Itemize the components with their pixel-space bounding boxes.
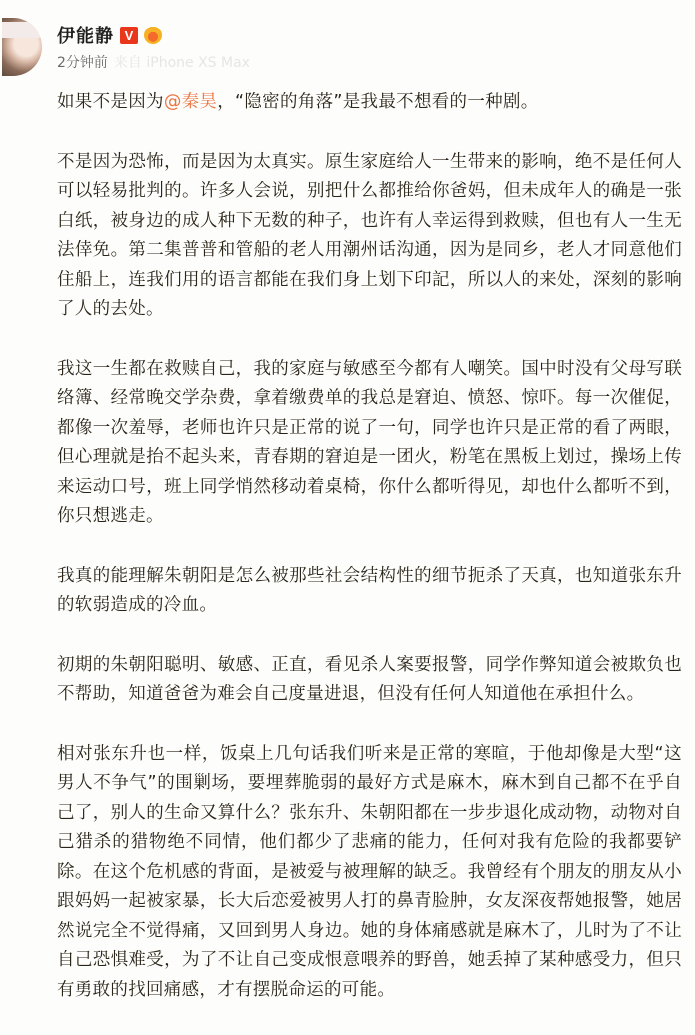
post-paragraph: 我真的能理解朱朝阳是怎么被那些社会结构性的细节扼杀了天真，也知道张东升的软弱造成的冷血。	[57, 565, 682, 615]
mention-link[interactable]: @秦昊	[163, 92, 218, 112]
author-name[interactable]: 伊能静	[57, 26, 114, 47]
post-meta	[57, 52, 250, 72]
post-source: 来自 iPhone XS Max	[113, 55, 250, 71]
timestamp: 2分钟前	[57, 55, 108, 71]
intro-text-after: ，“隐密的角落”是我最不想看的一种剧。	[217, 92, 539, 112]
post-paragraph: 初期的朱朝阳聪明、敏感、正直，看见杀人案要报警，同学作弊知道会被欺负也不帮助，知道爸爸为难会自己度量进退，但没有任何人知道他在承担什么。	[57, 654, 682, 704]
post-header	[0, 12, 695, 82]
post-paragraph: 不是因为恐怖，而是因为太真实。原生家庭给人一生带来的影响，绝不是任何人可以轻易批判的。许多人会说，别把什么都推给你爸妈，但未成年人的确是一张白纸，被身边的成人种下无数的种子，也许有人幸运得到救赎，但也有人一生无法倖免。第二集普普和管船的老人用潮州话沟通，因为是同乡，老人才同意他们住船上，连我们用的语言都能在我们身上划下印記，所以人的来处，深刻的影响了人的去处。	[57, 151, 682, 319]
intro-text-before: 如果不是因为	[57, 92, 164, 112]
avatar-cap-shape	[2, 22, 42, 38]
author-row	[57, 22, 162, 48]
verified-v-icon: V	[120, 27, 138, 44]
fan-medal-icon[interactable]	[144, 26, 162, 44]
post-intro	[57, 88, 682, 118]
post-paragraph: 相对张东升也一样，饭桌上几句话我们听来是正常的寒暄，于他却像是大型“这男人不争气”的围剿场，要埋葬脆弱的最好方式是麻木，麻木到自己都不在乎自己了，别人的生命又算什么？张东升、朱朝阳都在一步步退化成动物，动物对自己猎杀的猎物绝不同情，他们都少了悲痛的能力，任何对我有危险的我都要铲除。在这个危机感的背面，是被爱与被理解的缺乏。我曾经有个朋友的朋友从小跟妈妈一起被家暴，长大后恋爱被男人打的鼻青脸肿，女友深夜帮她报警，她居然说完全不觉得痛，又回到男人身边。她的身体痛感就是麻木了，儿时为了不让自己恐惧难受，为了不让自己变成恨意喂养的野兽，她丢掉了某种感受力，但只有勇敢的找回痛感，才有摆脱命运的可能。	[57, 743, 682, 1000]
post-paragraph: 我这一生都在救赎自己，我的家庭与敏感至今都有人嘲笑。国中时没有父母写联络簿、经常晚交学杂费，拿着缴费单的我总是窘迫、愤怒、惊吓。每一次催促，都像一次羞辱，老师也许只是正常的说了一句，同学也许只是正常的看了两眼，但心理就是抬不起头来，青春期的窘迫是一团火，粉笔在黑板上划过，操场上传来运动口号，班上同学悄然移动着桌椅，你什么都听得见，却也什么都听不到，你只想逃走。	[57, 358, 682, 526]
post-body	[57, 88, 682, 1035]
avatar[interactable]	[2, 18, 42, 76]
